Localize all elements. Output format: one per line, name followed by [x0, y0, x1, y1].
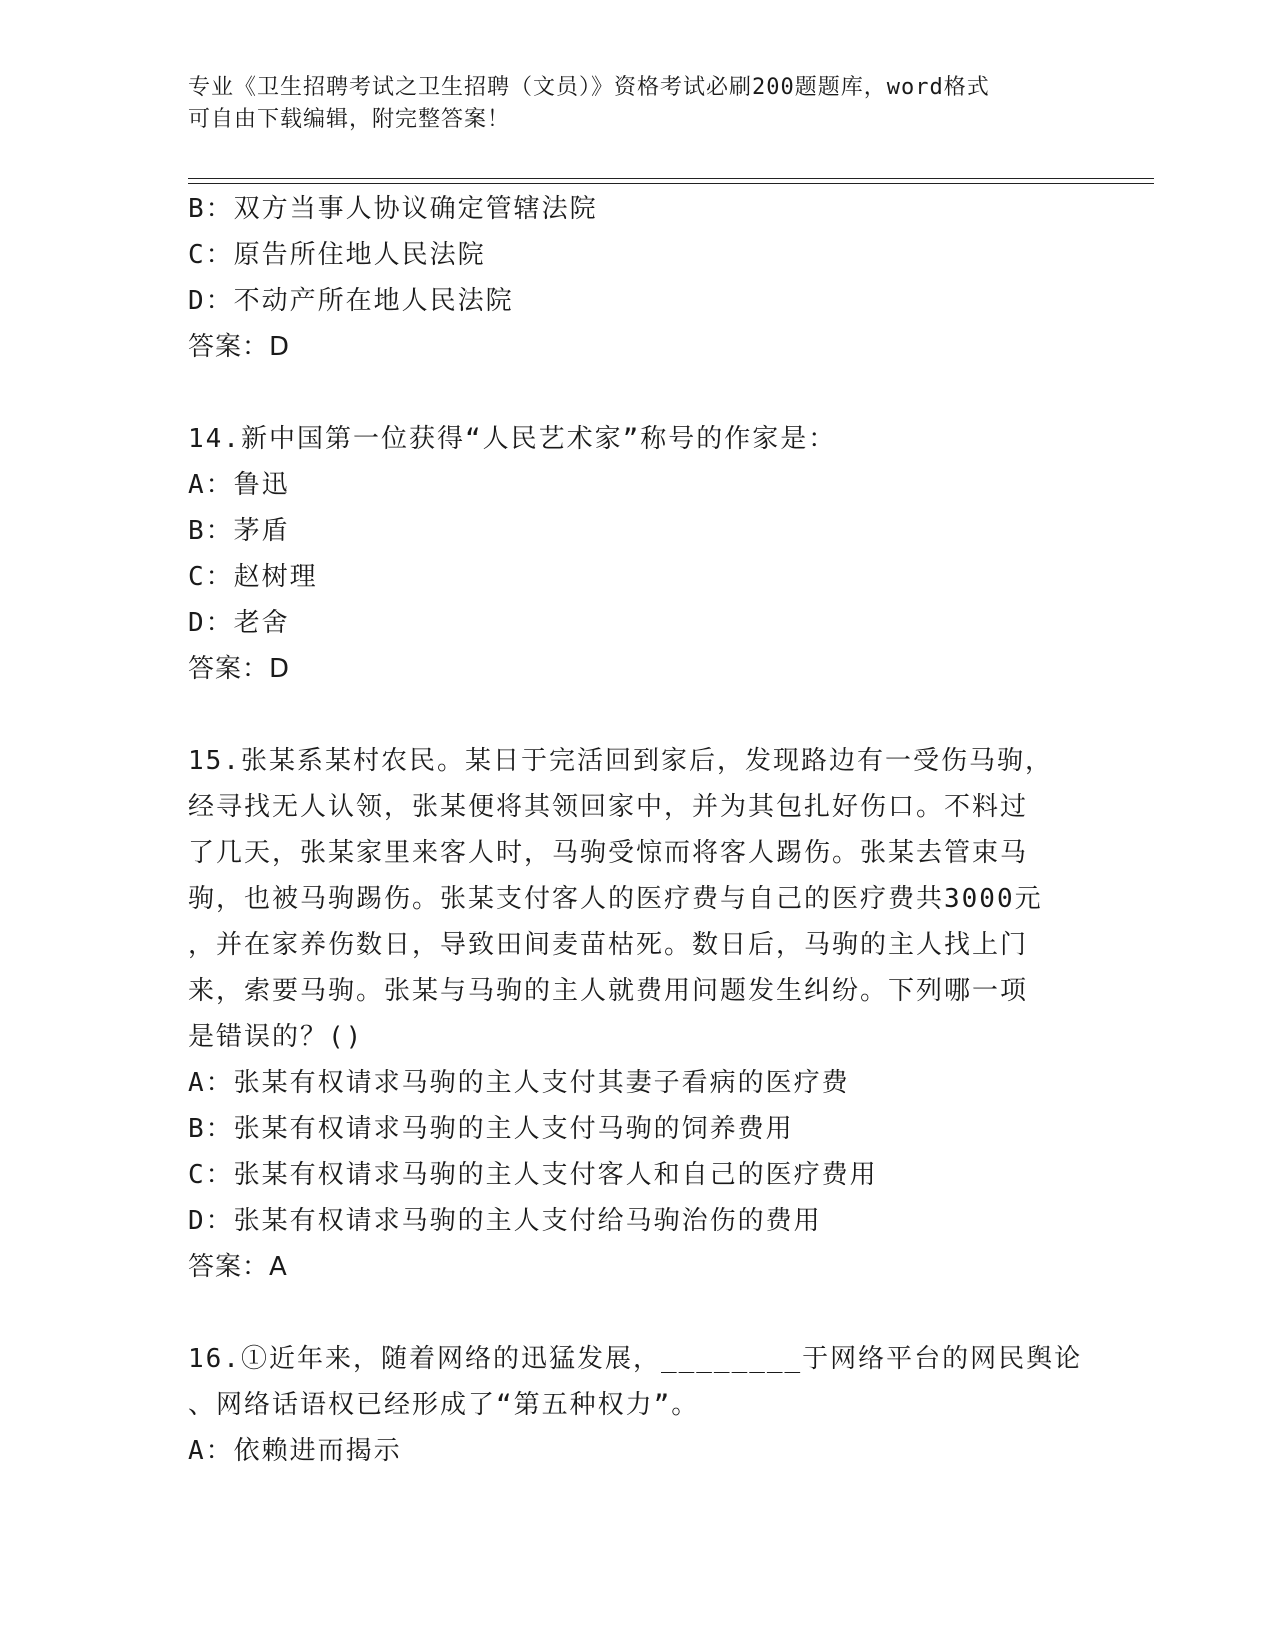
option-d: D：张某有权请求马驹的主人支付给马驹治伤的费用	[188, 1206, 822, 1236]
question-text	[188, 738, 1068, 1060]
question-15-block	[188, 738, 1068, 1290]
spacer	[188, 692, 1068, 738]
header-line-1: 专业《卫生招聘考试之卫生招聘（文员）》资格考试必刷200题题库，word格式	[188, 75, 990, 100]
option-b: B：张某有权请求马驹的主人支付马驹的饲养费用	[188, 1114, 794, 1144]
question-13-block	[188, 186, 1068, 370]
question-line: 了几天，张某家里来客人时，马驹受惊而将客人踢伤。张某去管束马	[188, 838, 1029, 868]
document-body	[188, 186, 1083, 1474]
question-line: 、网络话语权已经形成了“第五种权力”。	[188, 1390, 700, 1420]
option-c: C：赵树理	[188, 562, 318, 592]
option-b: B：茅盾	[188, 516, 290, 546]
option-a: A：张某有权请求马驹的主人支付其妻子看病的医疗费	[188, 1068, 850, 1098]
answer-line: 答案：D	[188, 332, 291, 362]
option-a: A：鲁迅	[188, 470, 290, 500]
spacer	[188, 1290, 1068, 1336]
option-c: C：张某有权请求马驹的主人支付客人和自己的医疗费用	[188, 1160, 878, 1190]
option-c: C：原告所住地人民法院	[188, 240, 486, 270]
question-line: 驹，也被马驹踢伤。张某支付客人的医疗费与自己的医疗费共3000元	[188, 884, 1043, 914]
header-divider	[188, 178, 1154, 184]
question-text: 14.新中国第一位获得“人民艺术家”称号的作家是：	[188, 424, 837, 454]
option-a: A：依赖进而揭示	[188, 1436, 402, 1466]
option-d: D：不动产所在地人民法院	[188, 286, 514, 316]
question-16-block	[188, 1336, 1083, 1474]
question-14-block	[188, 416, 1068, 692]
header-line-2: 可自由下载编辑，附完整答案！	[188, 107, 511, 132]
question-line: 是错误的？()	[188, 1022, 364, 1052]
question-line: 经寻找无人认领，张某便将其领回家中，并为其包扎好伤口。不料过	[188, 792, 1029, 822]
spacer	[188, 370, 1068, 416]
question-line: 来，索要马驹。张某与马驹的主人就费用问题发生纠纷。下列哪一项	[188, 976, 1029, 1006]
option-d: D：老舍	[188, 608, 290, 638]
option-b: B：双方当事人协议确定管辖法院	[188, 194, 598, 224]
question-line: 16.①近年来，随着网络的迅猛发展，________于网络平台的网民舆论	[188, 1344, 1083, 1374]
question-text	[188, 1336, 1083, 1428]
answer-line: 答案：A	[188, 1252, 288, 1282]
answer-line: 答案：D	[188, 654, 291, 684]
document-header	[188, 72, 1068, 136]
question-line: ，并在家养伤数日，导致田间麦苗枯死。数日后，马驹的主人找上门	[188, 930, 1029, 960]
question-line: 15.张某系某村农民。某日于完活回到家后，发现路边有一受伤马驹，	[188, 746, 1053, 776]
